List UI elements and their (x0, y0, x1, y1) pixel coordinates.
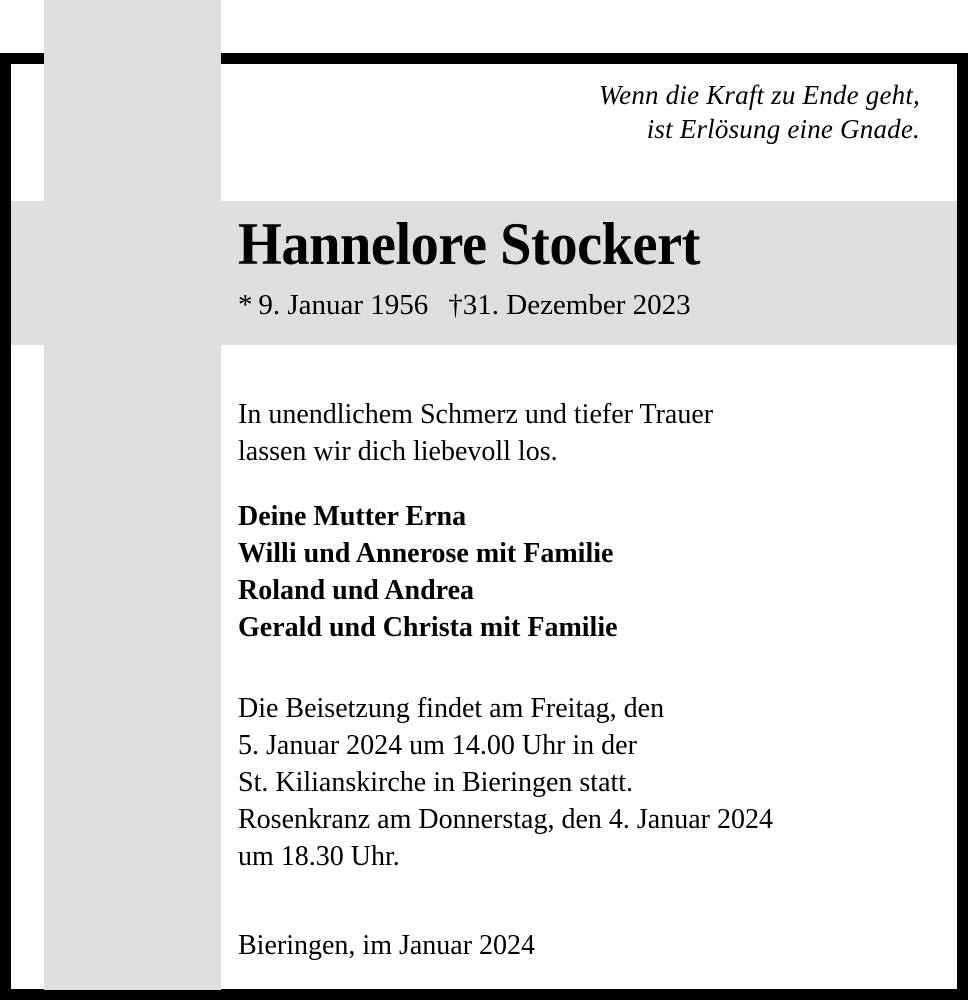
epigraph-line-1: Wenn die Kraft zu Ende geht, (598, 80, 920, 110)
deceased-name-block (238, 212, 729, 322)
mourning-line-2: lassen wir dich liebevoll los. (238, 436, 558, 467)
funeral-line-4: Rosenkranz am Donnerstag, den 4. Januar 2024 (238, 804, 773, 835)
survivors-list (238, 498, 928, 646)
epigraph (599, 78, 920, 146)
death-symbol: † (448, 289, 463, 321)
closing-text: Bieringen, im Januar 2024 (238, 930, 536, 961)
survivor-line: Deine Mutter Erna (238, 501, 467, 532)
closing-line (238, 927, 928, 964)
funeral-line-1: Die Beisetzung findet am Freitag, den (238, 693, 665, 724)
survivor-line: Gerald und Christa mit Familie (238, 612, 618, 643)
mourning-line-1: In unendlichem Schmerz und tiefer Trauer (238, 399, 714, 430)
deceased-name: Hannelore Stockert (238, 211, 700, 277)
birth-date: 9. Januar 1956 (258, 289, 429, 321)
birth-symbol: * (238, 289, 253, 321)
funeral-line-2: 5. Januar 2024 um 14.00 Uhr in der (238, 730, 637, 761)
funeral-line-5: um 18.30 Uhr. (238, 841, 400, 872)
survivor-line: Roland und Andrea (238, 575, 475, 606)
funeral-line-3: St. Kilianskirche in Bieringen statt. (238, 767, 634, 798)
funeral-info (238, 690, 928, 875)
notice-body (238, 396, 928, 964)
death-date: 31. Dezember 2023 (462, 289, 691, 321)
mourning-text (238, 396, 928, 470)
survivor-line: Willi und Annerose mit Familie (238, 538, 614, 569)
epigraph-line-2: ist Erlösung eine Gnade. (646, 114, 920, 144)
life-dates (238, 288, 729, 322)
